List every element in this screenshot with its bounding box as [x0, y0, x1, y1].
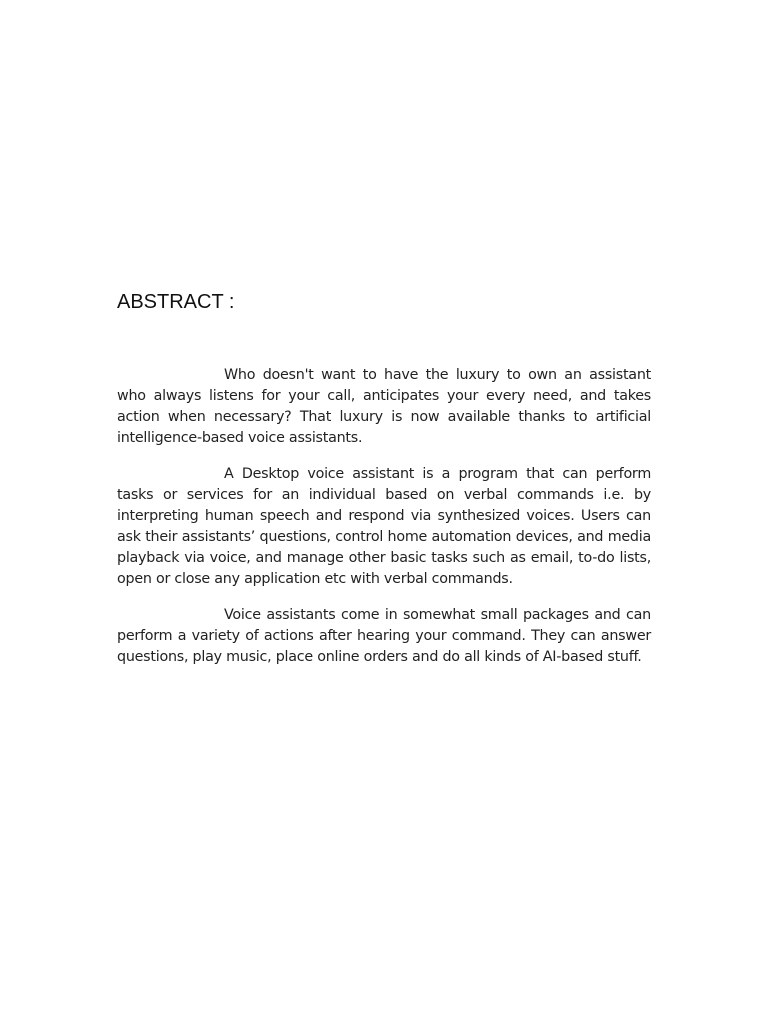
abstract-paragraph-2: A Desktop voice assistant is a program that can perform tasks or services for an individual based on verbal commands i.e. by interpreting human speech and respond via synthesized voices. Users can ask their assistants’ questions, control home automation devices, and media playback via voice, and manage other basic tasks such as email, to-do lists, open or close any application etc with verbal commands. — [117, 466, 651, 587]
abstract-heading: ABSTRACT : — [117, 291, 235, 313]
abstract-paragraph-1: Who doesn't want to have the luxury to own an assistant who always listens for your call, anticipates your every need, and takes action when necessary? That luxury is now available thanks to artificial intelligence-based voice assistants. — [117, 367, 651, 446]
abstract-body — [117, 365, 651, 683]
abstract-paragraph-3: Voice assistants come in somewhat small packages and can perform a variety of actions after hearing your command. They can answer questions, play music, place online orders and do all kinds of AI-based stuff. — [117, 607, 651, 665]
